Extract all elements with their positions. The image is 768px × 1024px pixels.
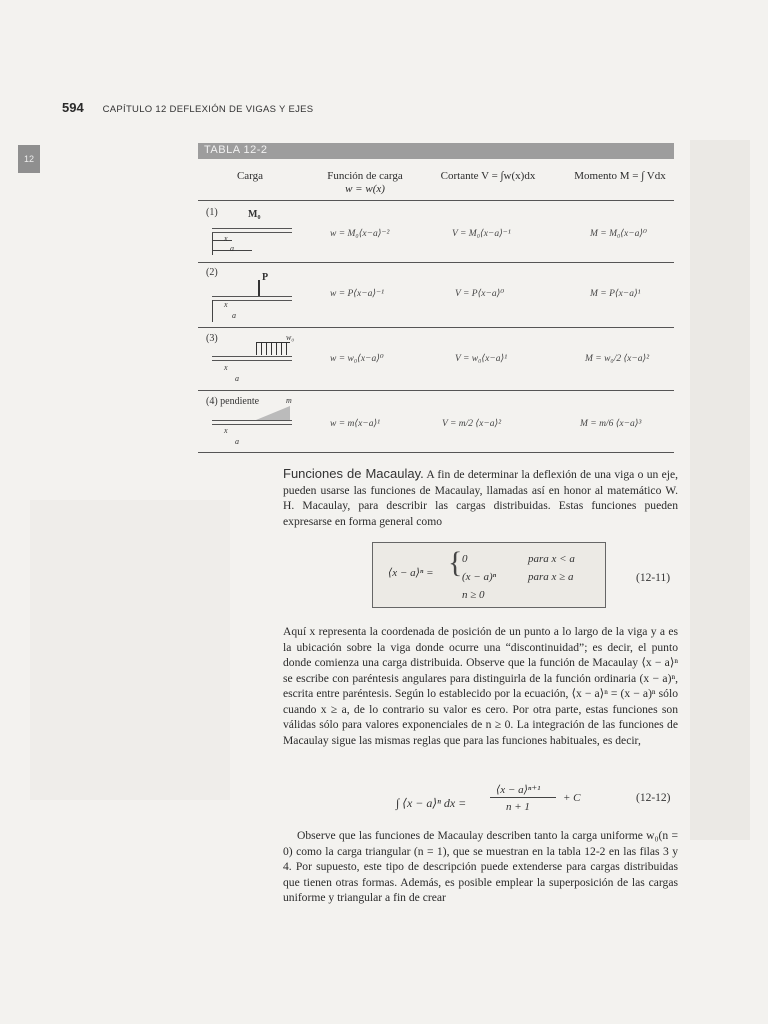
fraction-bar: [490, 797, 556, 798]
row-number: (3): [206, 333, 218, 344]
column-header-momento: Momento M = ∫ Vdx: [574, 170, 666, 182]
beam-diagram: [212, 420, 292, 425]
paragraph-explanation: Aquí x representa la coordenada de posición de un punto a lo largo de la viga y a es la ubicación sobre la viga donde ocurre una “discontinuidad”; es decir, el punto donde comienza una carga distribuida. Observe que la función de Macaulay ⟨x − a⟩ⁿ se escribe con paréntesis angulares para distinguirla de la función ordinaria (x − a)ⁿ, escrita entre paréntesis. Según lo establecido por la ecuación, ⟨x − a⟩ⁿ = (x − a)ⁿ sólo cuando x ≥ a, de lo contrario su valor es cero. Por otra parte, estas funciones son válidas sólo para valores exponenciales de n ≥ 0. La integración de las funciones de Macaulay sigue las mismas reglas que para las funciones habituales, es decir,: [283, 625, 678, 747]
row-number: (1): [206, 207, 218, 218]
load-label: m: [286, 396, 292, 405]
moment-function: M = P⟨x−a⟩¹: [590, 289, 641, 299]
load-function: w = w₀⟨x−a⟩⁰: [330, 354, 384, 364]
triangular-load: [256, 406, 290, 420]
load-function: w = m⟨x−a⟩¹: [330, 419, 380, 429]
dimension-line: [212, 240, 232, 241]
bleed-through: [30, 500, 230, 800]
column-header-carga: Carga: [236, 170, 264, 182]
equation-case-1: 0: [462, 553, 468, 565]
load-label: w₀: [286, 333, 295, 342]
shear-function: V = w₀⟨x−a⟩¹: [455, 354, 508, 364]
uniform-load-arrows: [256, 342, 290, 355]
equation-cond-1: para x < a: [528, 553, 575, 565]
column-header-w: w = w(x): [345, 183, 385, 195]
table-rule: [198, 452, 674, 453]
equation-case-2: (x − a)ⁿ: [462, 571, 497, 583]
section-heading: Funciones de Macaulay.: [283, 466, 424, 481]
moment-function: M = w₀/2 ⟨x−a⟩²: [585, 354, 650, 364]
table-rule: [198, 262, 674, 263]
running-title: CAPÍTULO 12 DEFLEXIÓN DE VIGAS Y EJES: [102, 104, 314, 115]
row-number: (4) pendiente: [206, 396, 260, 407]
equation-number: (12-12): [636, 792, 671, 804]
table-title-bar: [198, 143, 674, 159]
paragraph-intro: [283, 466, 678, 529]
row-number: (2): [206, 267, 218, 278]
fraction-denominator: n + 1: [506, 801, 530, 813]
shear-function: V = M₀⟨x−a⟩⁻¹: [452, 229, 511, 239]
point-load-arrow: [258, 280, 260, 296]
dimension-a: a: [232, 311, 236, 320]
dimension-x: x: [224, 234, 228, 243]
shear-function: V = m/2 ⟨x−a⟩²: [442, 419, 502, 429]
dimension-a: a: [235, 437, 239, 446]
bleed-through: [690, 140, 750, 840]
dimension-a: a: [230, 244, 234, 253]
dimension-a: a: [235, 374, 239, 383]
page-number: 594: [62, 100, 84, 115]
column-header-funcion: Función de carga: [327, 170, 403, 182]
equation-cond-3: n ≥ 0: [462, 589, 485, 601]
moment-function: M = M₀⟨x−a⟩⁰: [590, 229, 647, 239]
chapter-tab: 12: [18, 145, 40, 173]
table-rule: [198, 327, 674, 328]
beam-diagram: [212, 356, 292, 361]
equation-cond-2: para x ≥ a: [528, 571, 574, 583]
load-label: P: [262, 272, 269, 283]
shear-function: V = P⟨x−a⟩⁰: [455, 289, 505, 299]
integration-constant: + C: [563, 792, 581, 804]
fraction-numerator: ⟨x − a⟩ⁿ⁺¹: [496, 784, 541, 796]
equation-number: (12-11): [636, 572, 671, 584]
equation-lhs: ⟨x − a⟩ⁿ =: [388, 567, 434, 579]
paragraph-triangular: Observe que las funciones de Macaulay describen tanto la carga uniforme w₀(n = 0) como la carga triangular (n = 1), que se muestran en la tabla 12-2 en las filas 3 y 4. Por supuesto, este tipo de descripción puede extenderse para cargas distribuidas que tienen otras formas. Además, es posible emplear la superposición de las cargas uniforme y triangular a fin de crear: [283, 829, 678, 904]
column-header-cortante: Cortante V = ∫w(x)dx: [440, 170, 536, 182]
load-label: M₀: [248, 209, 261, 220]
intro-text: A fin de determinar la deflexión de una viga o un eje, pueden usarse las funciones de Macaulay, llamadas así en honor al matemático W. H. Macaulay, para describir las cargas distribuidas. Estas funciones pueden expresarse en forma general como: [283, 468, 678, 528]
dimension-x: x: [224, 300, 228, 309]
dimension-mark: [212, 233, 213, 255]
load-function: w = P⟨x−a⟩⁻¹: [330, 289, 384, 299]
table-rule: [198, 390, 674, 391]
beam-diagram: [212, 228, 292, 233]
brace: {: [448, 546, 463, 579]
running-header: [62, 100, 313, 115]
moment-function: M = m/6 ⟨x−a⟩³: [580, 419, 642, 429]
table-rule: [198, 200, 674, 201]
table-title: TABLA 12-2: [204, 144, 268, 156]
dimension-x: x: [224, 363, 228, 372]
integral-expression: ∫ ⟨x − a⟩ⁿ dx =: [396, 796, 467, 810]
dimension-x: x: [224, 426, 228, 435]
load-function: w = M₀⟨x−a⟩⁻²: [330, 229, 390, 239]
dimension-mark: [212, 300, 213, 322]
